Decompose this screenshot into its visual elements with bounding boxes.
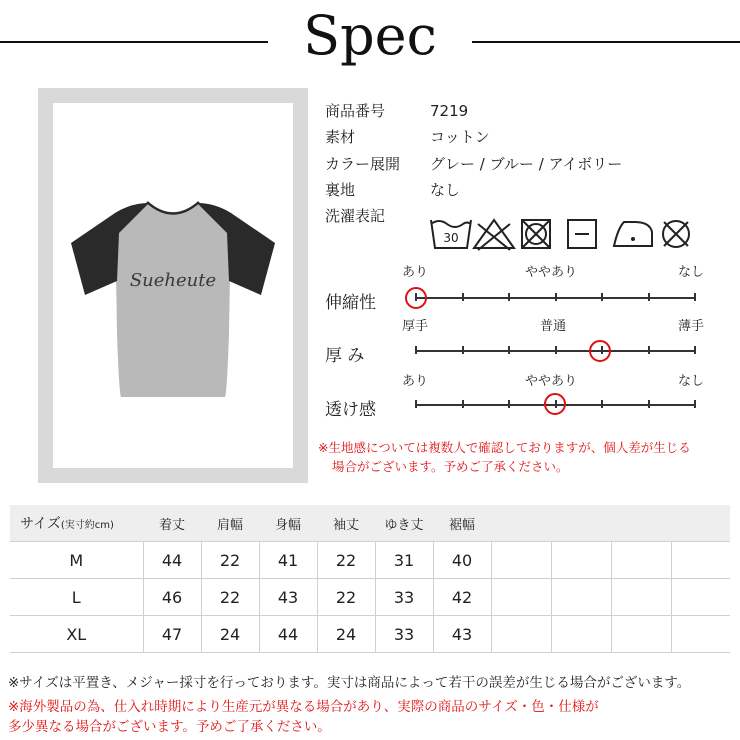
scale-tick: [601, 293, 603, 301]
value-cell: 41: [259, 542, 317, 579]
table-row: [10, 542, 730, 579]
page-title: Spec: [303, 4, 437, 67]
empty-cell: [611, 542, 671, 579]
brand-logo-text: Sueheute: [129, 270, 217, 291]
laundry-icons: [428, 214, 698, 254]
value-cell: 43: [433, 616, 491, 653]
value-cell: 42: [433, 579, 491, 616]
empty-cell: [551, 616, 611, 653]
scale-stretch-right: なし: [678, 265, 705, 280]
size-header-sub: (実寸約cm): [60, 520, 114, 531]
size-cell: XL: [10, 616, 143, 653]
empty-cell: [611, 616, 671, 653]
size-cell: M: [10, 542, 143, 579]
empty-cell: [491, 579, 551, 616]
spec-value-colors: グレー / ブルー / アイボリー: [430, 155, 623, 173]
scale-tick: [462, 293, 464, 301]
value-cell: 44: [143, 542, 201, 579]
spec-value-product-number: 7219: [430, 102, 469, 120]
scale-note-line1: ※生地感については複数人で確認しておりますが、個人差が生じる: [318, 440, 691, 455]
value-cell: 46: [143, 579, 201, 616]
value-cell: 33: [375, 579, 433, 616]
empty-cell: [671, 542, 730, 579]
empty-cell: [551, 579, 611, 616]
empty-cell: [671, 616, 730, 653]
spec-value-material: コットン: [430, 128, 490, 146]
scale-tick: [648, 293, 650, 301]
scale-stretch-mid: ややあり: [525, 265, 578, 280]
scale-stretch-marker: [405, 287, 427, 309]
product-photo-frame: [38, 88, 308, 483]
scale-sheer-mid: ややあり: [525, 374, 578, 389]
scale-note-line2: 場合がございます。予めご了承ください。: [332, 459, 569, 474]
svg-text:30: 30: [443, 231, 459, 245]
scale-tick: [462, 400, 464, 408]
value-cell: 24: [201, 616, 259, 653]
line-dry-icon: [568, 220, 596, 248]
scale-thickness-label: 厚 み: [325, 346, 365, 366]
iron-low-icon: [614, 222, 652, 246]
spec-label-material: 素材: [325, 128, 356, 146]
size-header-cell: [10, 505, 143, 542]
empty-cell: [491, 616, 551, 653]
value-cell: 31: [375, 542, 433, 579]
value-cell: 22: [317, 579, 375, 616]
spec-label-lining: 裏地: [325, 181, 356, 199]
scale-tick: [462, 346, 464, 354]
empty-cell: [671, 579, 730, 616]
size-table: [10, 505, 730, 653]
scale-tick: [694, 293, 696, 301]
value-cell: 22: [201, 579, 259, 616]
footer-note-measurement: ※サイズは平置き、メジャー採寸を行っております。実寸は商品によって若干の誤差が生じる場合がございます。: [8, 675, 691, 691]
scale-thickness-right: 薄手: [678, 319, 705, 334]
col-header-empty: [611, 505, 671, 542]
value-cell: 43: [259, 579, 317, 616]
empty-cell: [611, 579, 671, 616]
value-cell: 47: [143, 616, 201, 653]
spec-label-colors: カラー展開: [325, 155, 401, 173]
scale-tick: [694, 346, 696, 354]
col-header-empty: [551, 505, 611, 542]
scale-sheer-right: なし: [678, 374, 705, 389]
col-header: 袖丈: [317, 505, 375, 542]
footer-note-overseas-line1: ※海外製品の為、仕入れ時期により生産元が異なる場合があり、実際の商品のサイズ・色・仕様が: [8, 699, 599, 715]
scale-tick: [555, 293, 557, 301]
scale-sheer-label: 透け感: [325, 400, 376, 420]
col-header-empty: [671, 505, 730, 542]
scale-thickness-mid: 普通: [540, 319, 567, 334]
scale-tick: [508, 400, 510, 408]
table-row: [10, 579, 730, 616]
scale-tick: [648, 400, 650, 408]
col-header: 身幅: [259, 505, 317, 542]
scale-stretch-label: 伸縮性: [325, 293, 376, 313]
product-photo: [53, 103, 293, 468]
spec-value-lining: なし: [430, 181, 461, 199]
scale-sheer-marker: [544, 393, 566, 415]
scale-tick: [601, 400, 603, 408]
scale-tick: [555, 346, 557, 354]
size-table-header: [10, 505, 730, 542]
col-header: 肩幅: [201, 505, 259, 542]
value-cell: 40: [433, 542, 491, 579]
value-cell: 22: [201, 542, 259, 579]
spec-label-product-number: 商品番号: [325, 102, 386, 120]
wash-30-icon: [431, 220, 471, 248]
no-tumble-dry-icon: [522, 220, 550, 248]
value-cell: 24: [317, 616, 375, 653]
value-cell: 33: [375, 616, 433, 653]
scale-sheer-left: あり: [402, 374, 429, 389]
no-dry-clean-icon: [663, 221, 689, 247]
scale-tick: [508, 293, 510, 301]
scale-stretch-left: あり: [402, 265, 429, 280]
table-row: [10, 616, 730, 653]
scale-tick: [694, 400, 696, 408]
scale-thickness-marker: [589, 340, 611, 362]
size-header-main: サイズ: [20, 516, 61, 532]
footer-note-overseas-line2: 多少異なる場合がございます。予めご了承ください。: [8, 719, 331, 735]
col-header: 着丈: [143, 505, 201, 542]
value-cell: 22: [317, 542, 375, 579]
col-header: 裾幅: [433, 505, 491, 542]
scale-tick: [415, 400, 417, 408]
no-bleach-icon: [474, 220, 514, 250]
title-rule-right: [472, 41, 740, 43]
scale-tick: [508, 346, 510, 354]
value-cell: 44: [259, 616, 317, 653]
scale-tick: [415, 346, 417, 354]
spec-label-laundry: 洗濯表記: [325, 207, 386, 225]
col-header: ゆき丈: [375, 505, 433, 542]
tshirt-image: [53, 103, 293, 468]
scale-tick: [648, 346, 650, 354]
scale-thickness-left: 厚手: [402, 319, 429, 334]
empty-cell: [551, 542, 611, 579]
empty-cell: [491, 542, 551, 579]
col-header-empty: [491, 505, 551, 542]
size-cell: L: [10, 579, 143, 616]
